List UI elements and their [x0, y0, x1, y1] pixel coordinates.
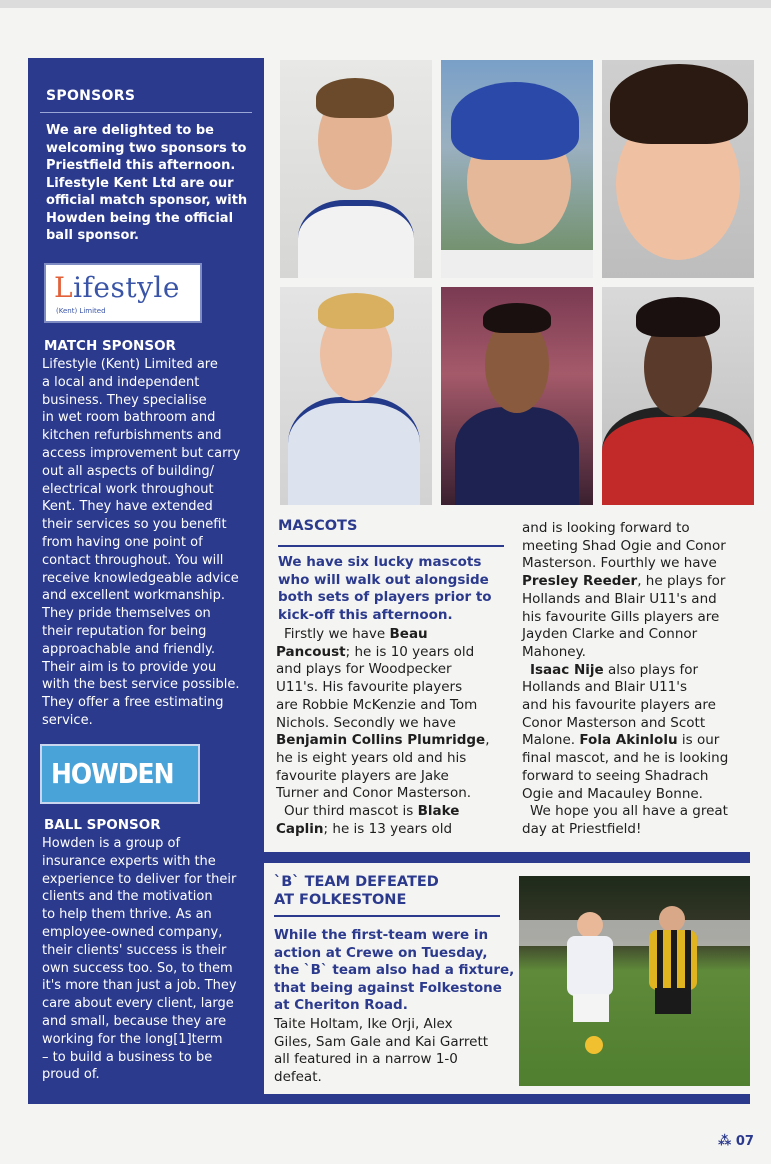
- text-run: U11's. His favourite players: [276, 679, 463, 696]
- text-line: [276, 768, 512, 786]
- text-line: AT FOLKESTONE: [274, 891, 407, 908]
- text-line: at Cheriton Road.: [274, 997, 408, 1013]
- howden-logo-wordmark: HOWDEN: [51, 757, 174, 790]
- text-line: action at Crewe on Tuesday,: [274, 944, 488, 961]
- mascots-right-column: [522, 520, 758, 839]
- mascot-photo-3: [602, 60, 754, 278]
- text-line: [276, 679, 512, 697]
- text-run: Turner and Conor Masterson.: [276, 785, 472, 802]
- text-run: We hope you all have a great: [530, 803, 728, 820]
- text-run: Firstly we have: [284, 626, 390, 642]
- text-line: Kent. They have extended: [42, 499, 213, 515]
- text-run: his favourite Gills players are: [522, 608, 720, 625]
- b-team-rule: [274, 915, 500, 917]
- mascot-photo-2: [441, 60, 593, 278]
- lifestyle-logo-tagline: (Kent) Limited: [56, 307, 106, 315]
- text-line: [522, 609, 758, 627]
- text-line: their clients' success is their: [42, 942, 227, 958]
- text-run: day at Priestfield!: [522, 820, 642, 837]
- text-run: Conor Masterson and Scott: [522, 714, 706, 731]
- sponsors-rule: [40, 112, 252, 113]
- text-run: and his favourite players are: [522, 697, 716, 714]
- text-line: to help them thrive. As an: [42, 907, 212, 923]
- text-line: [276, 661, 512, 679]
- text-line: ball sponsor.: [46, 228, 139, 243]
- text-run: he is eight years old and his: [276, 749, 467, 766]
- mascot-photo-6: [602, 287, 754, 505]
- lifestyle-logo-wordmark: ifestyle: [73, 271, 180, 304]
- mascots-intro: [278, 554, 506, 624]
- mascot-name: Caplin: [276, 820, 324, 837]
- text-line: their reputation for being: [42, 623, 207, 639]
- text-line: [276, 715, 512, 733]
- mascot-name: Beau: [389, 626, 428, 642]
- match-sponsor-heading: MATCH SPONSOR: [44, 338, 176, 354]
- text-run: Hollands and Blair U11's and: [522, 590, 717, 607]
- text-line: Giles, Sam Gale and Kai Garrett: [274, 1033, 489, 1050]
- text-run: Nichols. Secondly we have: [276, 714, 456, 731]
- text-line: [276, 644, 512, 662]
- b-team-intro: [274, 927, 515, 1015]
- text-line: a local and independent: [42, 374, 200, 390]
- mascot-photo-1: [280, 60, 432, 278]
- text-line: own success too. So, to them: [42, 960, 233, 976]
- ball-sponsor-heading: BALL SPONSOR: [44, 817, 161, 833]
- text-line: official match sponsor, with: [46, 193, 248, 208]
- text-line: insurance experts with the: [42, 853, 216, 869]
- text-line: welcoming two sponsors to: [46, 140, 247, 156]
- text-run: also plays for: [603, 661, 699, 678]
- b-team-body: [274, 1016, 510, 1087]
- text-line: it's more than just a job. They: [42, 978, 237, 994]
- text-line: electrical work throughout: [42, 481, 214, 497]
- text-line: [522, 768, 758, 786]
- lifestyle-logo: [44, 263, 202, 323]
- text-line: all featured in a narrow 1-0: [274, 1051, 458, 1068]
- text-line: and small, because they are: [42, 1013, 227, 1029]
- text-line: [522, 573, 758, 591]
- text-line: [522, 679, 758, 697]
- page-number: ⁂ 07: [718, 1134, 754, 1149]
- text-line: Lifestyle Kent Ltd are our: [46, 175, 234, 191]
- text-line: [276, 803, 512, 821]
- mascot-name: Pancoust: [276, 643, 346, 660]
- mascot-name: Blake: [417, 803, 460, 820]
- text-line: [522, 626, 758, 644]
- text-line: [522, 697, 758, 715]
- howden-logo: [40, 744, 200, 804]
- text-line: `B` TEAM DEFEATED: [274, 874, 439, 890]
- text-line: They pride themselves on: [42, 606, 211, 622]
- text-line: [522, 786, 758, 804]
- text-line: Howden is a group of: [42, 836, 181, 851]
- text-run: Hollands and Blair U11's: [522, 679, 688, 696]
- text-line: [522, 555, 758, 573]
- text-line: [522, 591, 758, 609]
- text-line: in wet room bathroom and: [42, 410, 216, 426]
- text-line: experience to deliver for their: [42, 871, 237, 887]
- text-line: with the best service possible.: [42, 677, 240, 693]
- text-line: Howden being the official: [46, 210, 234, 226]
- text-line: the `B` team also had a fixture,: [274, 962, 515, 978]
- text-line: employee-owned company,: [42, 924, 223, 940]
- section-divider: [258, 852, 750, 863]
- text-run: Malone.: [522, 732, 580, 749]
- text-run: forward to seeing Shadrach: [522, 767, 709, 784]
- text-run: and is looking forward to: [522, 520, 690, 536]
- text-line: [276, 626, 512, 644]
- mascot-name: Fola Akinlolu: [579, 732, 678, 749]
- sponsors-intro: [46, 122, 256, 245]
- text-line: from having one point of: [42, 534, 203, 550]
- text-line: [522, 821, 758, 839]
- text-line: [522, 715, 758, 733]
- text-line: that being against Folkestone: [274, 979, 502, 996]
- text-line: working for the long[1]term: [42, 1031, 223, 1047]
- text-run: Ogie and Macauley Bonne.: [522, 785, 703, 802]
- mascots-rule: [278, 545, 504, 547]
- text-run: ; he is 13 years old: [323, 820, 453, 837]
- text-line: access improvement but carry: [42, 445, 241, 461]
- text-line: [276, 785, 512, 803]
- text-line: approachable and friendly.: [42, 641, 215, 657]
- text-line: kitchen refurbishments and: [42, 428, 222, 444]
- text-run: , he plays for: [637, 573, 726, 590]
- text-line: who will walk out alongside: [278, 571, 489, 588]
- text-line: [276, 821, 512, 839]
- text-line: [276, 750, 512, 768]
- text-line: – to build a business to be: [42, 1049, 213, 1065]
- sponsors-sidebar: [28, 58, 264, 1104]
- text-line: [276, 732, 512, 750]
- text-line: both sets of players prior to: [278, 589, 492, 605]
- text-run: ; he is 10 years old: [345, 643, 475, 660]
- text-line: out all aspects of building/: [42, 463, 214, 479]
- page-top-edge: [0, 0, 771, 8]
- mascots-left-column: [276, 626, 512, 838]
- text-line: clients and the motivation: [42, 889, 213, 905]
- text-run: meeting Shad Ogie and Conor: [522, 537, 726, 554]
- text-line: their services so you benefit: [42, 517, 227, 533]
- page-number-value: 07: [735, 1134, 754, 1149]
- mascots-heading: MASCOTS: [278, 518, 358, 534]
- text-line: While the first-team were in: [274, 927, 489, 943]
- mascot-name: Isaac Nije: [530, 661, 604, 678]
- sponsors-heading: SPONSORS: [46, 88, 136, 104]
- text-line: and excellent workmanship.: [42, 588, 225, 604]
- text-line: kick-off this afternoon.: [278, 606, 453, 623]
- text-line: They offer a free estimating: [42, 695, 224, 711]
- text-line: receive knowledgeable advice: [42, 570, 239, 586]
- text-line: [522, 732, 758, 750]
- text-line: service.: [42, 712, 93, 728]
- text-line: [522, 803, 758, 821]
- lifestyle-logo-initial: L: [54, 271, 74, 304]
- text-run: Masterson. Fourthly we have: [522, 555, 717, 572]
- text-line: [276, 697, 512, 715]
- text-line: defeat.: [274, 1069, 322, 1086]
- text-run: Our third mascot is: [284, 803, 418, 820]
- page-bottom-bar: [28, 1094, 750, 1104]
- text-run: Mahoney.: [522, 643, 586, 660]
- match-action-photo: [519, 876, 750, 1086]
- text-run: Jayden Clarke and Connor: [522, 626, 698, 643]
- text-line: [522, 750, 758, 768]
- text-line: Lifestyle (Kent) Limited are: [42, 357, 218, 372]
- text-line: [522, 538, 758, 556]
- text-run: favourite players are Jake: [276, 767, 449, 784]
- mascot-name: Presley Reeder: [522, 573, 638, 590]
- text-line: business. They specialise: [42, 392, 207, 408]
- text-line: Taite Holtam, Ike Orji, Alex: [274, 1016, 453, 1032]
- text-line: proud of.: [42, 1067, 100, 1083]
- text-line: Priestfield this afternoon.: [46, 158, 236, 173]
- mascot-name: Benjamin Collins Plumridge: [276, 732, 486, 749]
- text-run: are Robbie McKenzie and Tom: [276, 696, 478, 713]
- ball-sponsor-text: [42, 835, 260, 1084]
- text-line: We have six lucky mascots: [278, 554, 482, 570]
- text-line: contact throughout. You will: [42, 552, 224, 568]
- text-line: Their aim is to provide you: [42, 659, 217, 675]
- text-line: [522, 644, 758, 662]
- text-line: care about every client, large: [42, 996, 234, 1012]
- mascot-photo-4: [280, 287, 432, 505]
- text-run: and plays for Woodpecker: [276, 661, 452, 678]
- mascot-photo-5: [441, 287, 593, 505]
- text-line: [522, 520, 758, 538]
- text-run: is our: [677, 732, 720, 749]
- text-line: We are delighted to be: [46, 123, 214, 138]
- b-team-title: [274, 874, 514, 909]
- match-sponsor-text: [42, 356, 260, 730]
- text-run: ,: [485, 732, 490, 749]
- text-run: final mascot, and he is looking: [522, 750, 729, 767]
- text-line: [522, 662, 758, 680]
